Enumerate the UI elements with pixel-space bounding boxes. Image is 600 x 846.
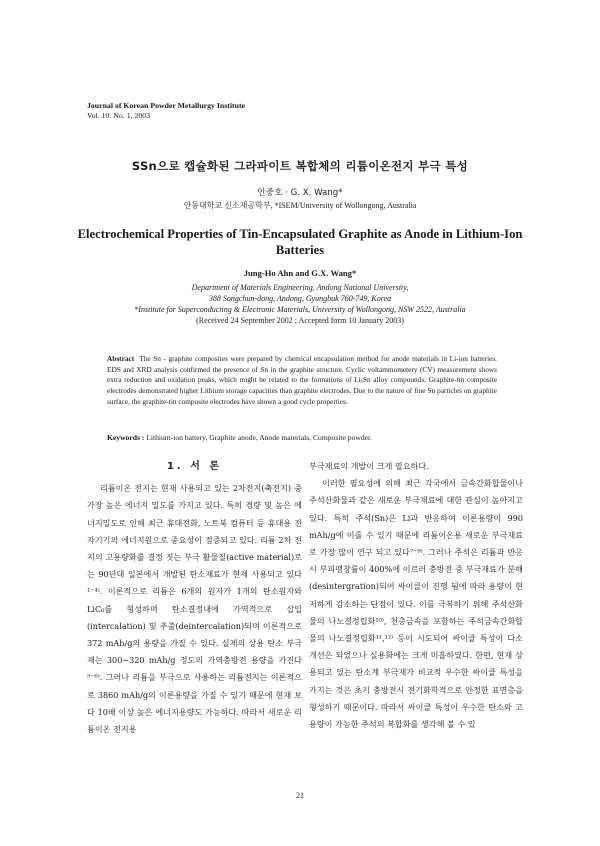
korean-title: SSn으로 캡슐화된 그라파이트 복합체의 리튬이온전지 부극 특성 <box>131 159 469 173</box>
affiliation-line-2: 388 Songchun-dong, Andong, Gyungbuk 760-749, Korea <box>208 294 392 303</box>
affiliation-line-1: Department of Materials Engineering, Andong National University, <box>191 283 409 292</box>
english-title: Electrochemical Properties of Tin-Encapsulated Graphite as Anode in Lithium-Ion Batteries <box>77 227 523 257</box>
journal-header <box>87 101 245 121</box>
abstract-label: Abstract <box>107 354 135 363</box>
english-affiliation <box>60 282 540 326</box>
intro-paragraph-1: 리튬이온 전지는 현재 사용되고 있는 2차전지(축전지) 중 가장 높은 에너지 밀도를 가지고 있다. 특히 경량 및 높은 에너지밀도로 인해 최근 휴대전화, 노트북 컴퓨터 등 휴대용 전자기기의 에너지원으로 중요성이 점증되고 있다. 리튬 2차 전지의 고용량화를 결정 짓는 부극 활물질(active material)로는 90년대 일본에서 개발된 탄소재료가 현재 사용되고 있다¹⁻⁴⁾. 이론적으로 리튬은 6개의 원자가 1개의 탄소원자와 LiC₆를 형성하며 탄소결정내에 가역적으로 삽입(intercalation) 및 추출(deintercalation)되며 이론적으로 372 mAh/g의 용량을 가질 수 있다. 실제의 상용 탄소 부극재는 300~320 mAh/g 정도의 가역충방전 용량을 가진다⁵⁻⁶⁾. 그러나 리튬을 부극으로 사용하는 리튬전지는 이론적으로 3860 mAh/g의 이론용량을 가질 수 있기 때문에 현재 보다 10배 이상 높은 에너지용량도 가능하다. 따라서 새로운 리튬이온 전지용 <box>87 483 302 735</box>
abstract <box>107 354 497 408</box>
korean-affiliation: 안동대학교 신소재공학부, *ISEM/University of Wollongong, Australia <box>183 201 417 210</box>
section-heading-introduction: 1. 서 론 <box>166 461 223 472</box>
keywords-label: Keywords : <box>107 433 145 442</box>
english-authors: Jung-Ho Ahn and G.X. Wang* <box>243 268 357 278</box>
right-column <box>309 458 523 733</box>
intro-paragraph-continued: 부극재료의 개발이 크게 필요하다. <box>309 461 429 471</box>
left-column <box>87 458 302 738</box>
keywords <box>107 433 507 442</box>
abstract-text: The Sn - graphite composites were prepared by chemical encapsulation method for anode materials in Li-ion batteries. EDS and XRD analysis confirmed the presence of Sn in the graphite structure. Cyclic voltammometery (CV) measurement shows extra reduction and oxidation peaks, which might be related to the formations of LiₓSn alloy compounds. Graphite-tin composite electrodes demonstrated higher Lithium storage capacities than graphite electrodes. Due to the nature of fine Sn particles on graphite surface, the graphite-tin composite electrodes have shown a good cycle properties. <box>107 354 498 406</box>
intro-paragraph-2: 이러한 필요성에 의해 최근 각국에서 금속간화합물이나 주석산화물과 같은 새로운 부극재료에 대한 관심이 높아지고 있다. 특히 주석(Sn)은 Li과 반응하여 이론용량이 990 mAh/g에 이를 수 있기 때문에 리튬이온용 새로운 부극재료로 가장 많이 연구 되고 있다⁷⁻⁹⁾. 그러나 주석은 리튬과 반응시 부피팽창률이 400%에 이르러 충방전 중 부극재료가 분해(desintergration)되어 싸이클이 진행 됨에 따라 용량이 현저하게 감소하는 단점이 있다. 이를 극복하기 위해 주석산화물의 나노결정립화¹⁰⁾, 천층금속을 포함하는 주석금속간화합물의 나노결정립화¹¹,¹²⁾ 등이 시도되어 싸이클 특성이 다소 개선은 되었으나 실용화에는 크게 미흡하였다. 한편, 현재 상용되고 있는 탄소계 부극재가 비교적 우수한 싸이클 특성을 가지는 것은 초기 충방전시 전기화학적으로 안정한 표면층을 형성하기 때문이다. 따라서 싸이클 특성이 우수한 탄소와 고용량이 가능한 주석의 복합화를 생각해 볼 수 있 <box>309 478 523 730</box>
received-dates: (Received 24 September 2002 ; Accepted form 10 January 2003) <box>196 316 404 325</box>
keywords-text: Lithium-ion battery, Graphite anode, Anode materials, Composite powder. <box>146 433 373 442</box>
page-number: 21 <box>296 791 304 800</box>
korean-authors: 안중호 · G. X. Wang* <box>257 188 343 198</box>
journal-volume: Vol. 10. No. 1, 2003 <box>87 111 151 120</box>
journal-name: Journal of Korean Powder Metallurgy Institute <box>87 101 246 110</box>
affiliation-line-3: *Institute for Superconducting & Electronic Materials, University of Wollongong, NSW 2522, Australia <box>134 305 466 314</box>
